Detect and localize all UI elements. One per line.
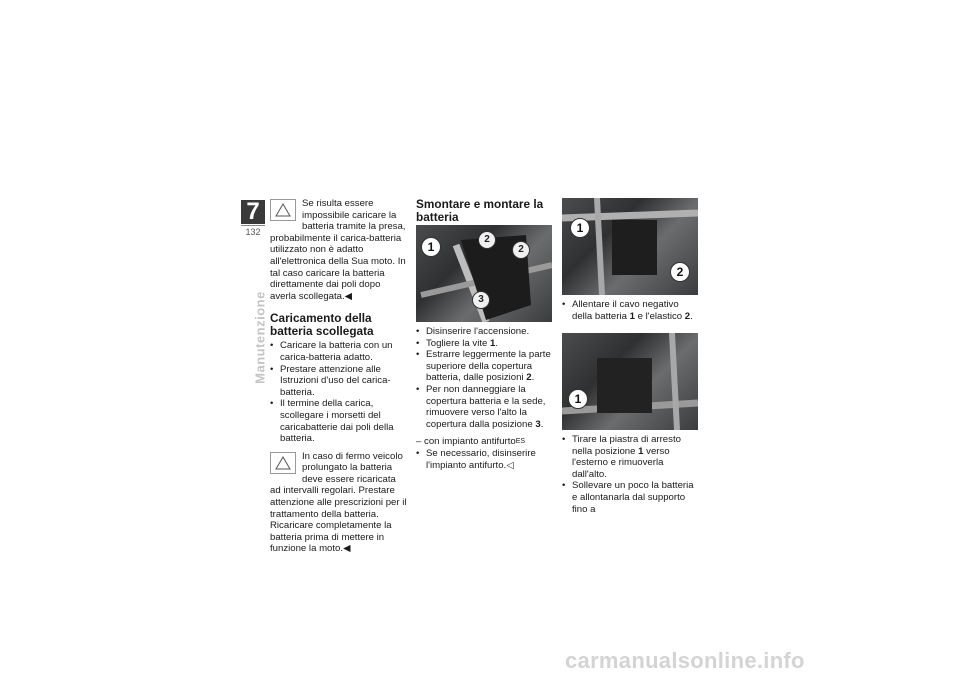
column-left (270, 198, 407, 555)
column-right-step1 (562, 299, 700, 322)
option-steps-list (416, 448, 554, 471)
section-heading-charging: Caricamento della batteria scollegata (270, 311, 374, 339)
arrow-marker: 2 (512, 241, 530, 259)
warning-text-1: Se risulta essere impossibile caricare la batteria tramite la presa, probabilmente il carica-batteria utilizzato non è adatto all'elettronica della Sua moto. In tal caso caricare la batteria direttamente dai poli dopo averla scollegata.◀ (270, 198, 406, 302)
section-heading-battery: Smontare e montare la batteria (416, 197, 544, 224)
list-item: • Se necessario, disinserire l'impianto antifurto.◁ (416, 448, 554, 471)
list-item: • Estrarre leggermente la parte superiore della copertura batteria, dalle posizioni 2. (416, 349, 554, 384)
list-item: • Tirare la piastra di arresto nella posizione 1 verso l'esterno e rimuoverla dall'alto. (562, 434, 700, 480)
list-item: • Caricare la batteria con un carica-batteria adatto. (270, 340, 407, 363)
list-item: • Per non danneggiare la copertura batteria e la sede, rimuovere verso l'alto la copertura dalla posizione 3. (416, 384, 554, 430)
list-item: • Sollevare un poco la batteria e allontanarla dal supporto fino a (562, 480, 700, 515)
callout-label: 1 (421, 237, 441, 257)
page-number: 132 (245, 227, 261, 237)
callout-label: 1 (568, 389, 588, 409)
warning-triangle-icon (270, 199, 296, 221)
chapter-divider (241, 225, 265, 226)
arrow-marker: 2 (478, 231, 496, 249)
warning-text-2: In caso di fermo veicolo prolungato la batteria deve essere ricaricata ad intervalli regolari. Prestare attenzione alle prescrizioni per il trattamento della batteria. Ricaricare completamente la batteria prima di mettere in funzione la moto.◀ (270, 450, 407, 555)
battery-bracket-photo (562, 333, 698, 430)
list-item: • Disinserire l'accensione. (416, 326, 554, 338)
chapter-number: 7 (241, 200, 265, 224)
arrow-marker: 3 (472, 291, 490, 309)
list-item: • Togliere la vite 1. (416, 338, 554, 350)
callout-label: 2 (670, 262, 690, 282)
removal-steps-list (416, 326, 554, 430)
column-middle (416, 198, 554, 224)
callout-label: 1 (570, 218, 590, 238)
cable-steps-list (562, 299, 700, 322)
charging-steps-list (270, 340, 407, 444)
warning-triangle-icon (270, 452, 296, 474)
column-right-steps (562, 434, 700, 515)
list-item: • Allentare il cavo negativo della batteria 1 e l'elastico 2. (562, 299, 700, 322)
option-note: – con impianto antifurto$^{ES}$ (416, 436, 526, 448)
chapter-title: Manutenzione (252, 291, 268, 384)
watermark: carmanualsonline.info (565, 648, 805, 673)
list-item: • Prestare attenzione alle Istruzioni d'uso del carica-batteria. (270, 364, 407, 399)
column-middle-steps (416, 326, 554, 471)
list-item: • Il termine della carica, scollegare i morsetti del caricabatterie dai poli della batteria. (270, 398, 407, 444)
battery-cable-photo (562, 198, 698, 295)
bracket-steps-list (562, 434, 700, 515)
battery-cover-photo (416, 225, 552, 322)
